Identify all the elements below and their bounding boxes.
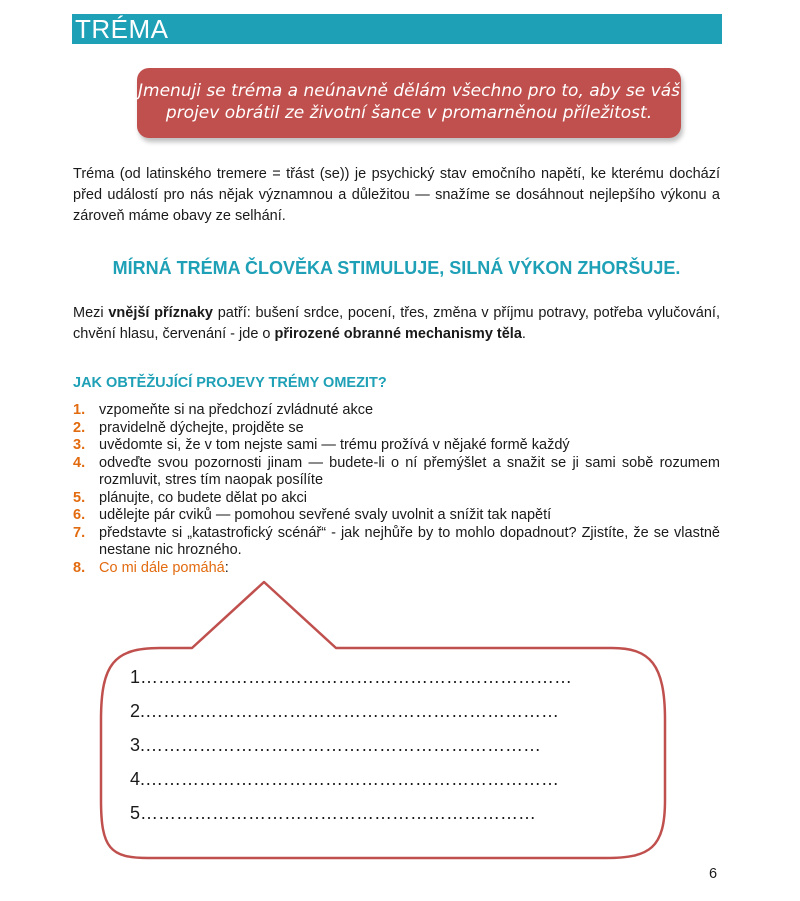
- item-number: 7.: [73, 524, 86, 541]
- item-text: pravidelně dýchejte, projděte se: [99, 419, 304, 436]
- item-text: představte si „katastrofický scénář“ - jak nejhůře by to mohlo dopadnout? Zjistíte, že se vlastně nestane nic hrozného.: [99, 524, 720, 558]
- item-text: plánujte, co budete dělat po akci: [99, 489, 307, 506]
- quote-line-2: projev obrátil ze životní šance v promarněnou příležitost.: [165, 103, 653, 123]
- answer-lines: [130, 660, 572, 830]
- prompt-text: Co mi dále pomáhá: [99, 559, 225, 576]
- item-number: 4.: [73, 454, 86, 471]
- quote-line-1: Jmenuji se tréma a neúnavně dělám všechno pro to, aby se váš: [138, 81, 680, 101]
- symptoms-bold-2: přirozené obranné mechanismy těla: [274, 326, 522, 342]
- subheading: MÍRNÁ TRÉMA ČLOVĚKA STIMULUJE, SILNÁ VÝKON ZHORŠUJE.: [112, 258, 681, 278]
- item-text: odveďte svou pozornosti jinam — budete-li o ní přemýšlet a snažit se ji sami sobě rozumem rozmluvit, stres tím naopak posílíte: [99, 454, 720, 488]
- item-number: 2.: [73, 419, 86, 436]
- answer-line-1[interactable]: 1………………………………………………………………: [130, 667, 573, 687]
- item-number: 6.: [73, 507, 86, 523]
- item-text: uvědomte si, že v tom nejste sami — trému prožívá v nějaké formě každý: [99, 437, 570, 453]
- intro-paragraph: Tréma (od latinského tremere = třást (se)) je psychický stav emočního napětí, ke kterému dochází před událostí pro nás nějak významnou a důležitou — snažíme se dosáhnout nejlepšího výkonu a zároveň máme obavy ze selhání.: [73, 166, 720, 224]
- symptoms-text-3: .: [521, 326, 526, 342]
- symptoms-bold-1: vnější příznaky: [108, 305, 213, 321]
- item-number: 5.: [73, 489, 86, 506]
- page-number: 6: [709, 866, 718, 882]
- symptoms-text-2: patří: bušení srdce, pocení, třes, změna v příjmu potravy, potřeba vylučování, chvění hlasu, červenání - jde o: [73, 305, 720, 342]
- symptoms-text-1: Mezi: [73, 305, 109, 321]
- item-text: vzpomeňte si na předchozí zvládnuté akce: [99, 402, 374, 418]
- page-title: TRÉMA: [75, 14, 169, 44]
- answer-line-4[interactable]: 4.……………………………………………………………: [130, 769, 560, 789]
- item-number: 8.: [73, 559, 86, 576]
- tips-heading: JAK OBTĚŽUJÍCÍ PROJEVY TRÉMY OMEZIT?: [73, 375, 387, 391]
- prompt-colon: :: [224, 559, 229, 576]
- answer-line-5[interactable]: 5…………………………………………………………: [130, 803, 537, 823]
- item-number: 1.: [73, 402, 86, 418]
- answer-line-2[interactable]: 2.……………………………………………………………: [130, 701, 560, 721]
- item-text: udělejte pár cviků — pomohou sevřené svaly uvolnit a snížit tak napětí: [99, 507, 552, 523]
- answer-line-3[interactable]: 3.…………………………………………………………: [130, 735, 542, 755]
- item-number: 3.: [73, 437, 86, 453]
